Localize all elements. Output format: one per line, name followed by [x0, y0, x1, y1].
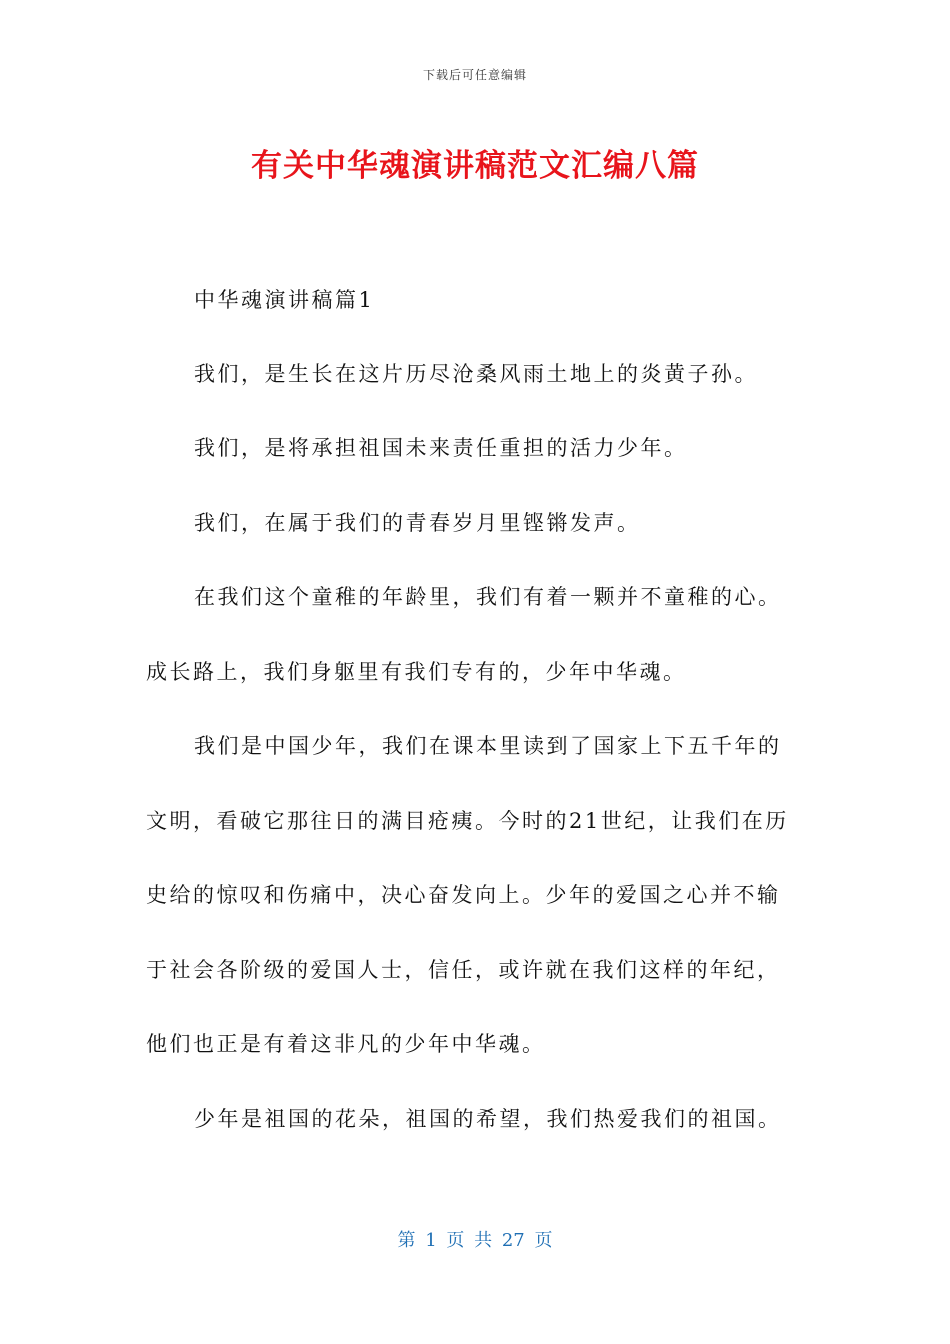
page-number-footer: 第 1 页 共 27 页 — [397, 1230, 553, 1251]
section-heading: 中华魂演讲稿篇1 — [194, 288, 375, 312]
document-title: 有关中华魂演讲稿范文汇编八篇 — [251, 148, 699, 184]
paragraph-line: 他们也正是有着这非凡的少年中华魂。 — [146, 1032, 546, 1056]
paragraph-line: 成长路上，我们身躯里有我们专有的，少年中华魂。 — [146, 660, 687, 684]
paragraph-line: 在我们这个童稚的年龄里，我们有着一颗并不童稚的心。 — [194, 585, 782, 609]
paragraph-line: 于社会各阶级的爱国人士，信任，或许就在我们这样的年纪， — [146, 958, 781, 982]
paragraph-line: 我们，是生长在这片历尽沧桑风雨土地上的炎黄子孙。 — [194, 362, 758, 386]
paragraph-line: 文明，看破它那往日的满目疮痍。今时的21世纪，让我们在历 — [146, 809, 789, 833]
paragraph-line: 我们，是将承担祖国未来责任重担的活力少年。 — [194, 436, 688, 460]
paragraph-line: 少年是祖国的花朵，祖国的希望，我们热爱我们的祖国。 — [194, 1107, 782, 1131]
paragraph-line: 史给的惊叹和伤痛中，决心奋发向上。少年的爱国之心并不输 — [146, 883, 781, 907]
paragraph-line: 我们，在属于我们的青春岁月里铿锵发声。 — [194, 511, 641, 535]
paragraph-line: 我们是中国少年，我们在课本里读到了国家上下五千年的 — [194, 734, 782, 758]
header-note: 下载后可任意编辑 — [422, 68, 527, 82]
